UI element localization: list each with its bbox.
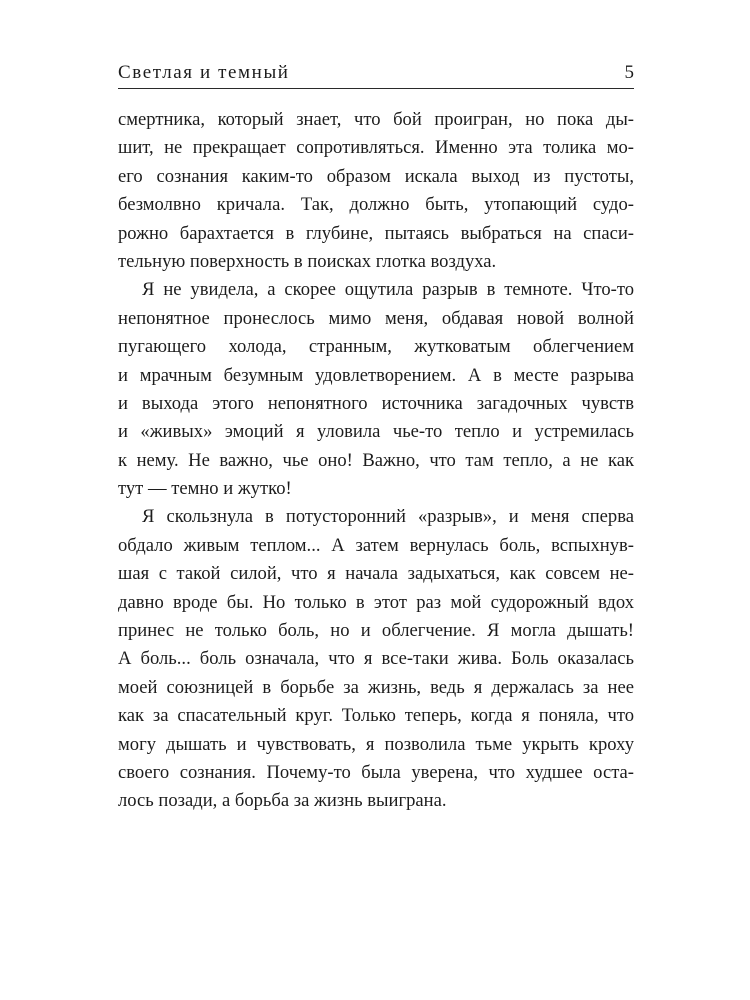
running-title: Светлая и темный [118,62,290,83]
text-line: рожно барахтается в глубине, пытаясь выбраться на спаси- [118,222,634,244]
paragraph-3 [118,503,634,815]
text-line: тут — темно и жутко! [118,478,292,500]
text-line: как за спасательный круг. Только теперь, когда я поняла, что [118,705,634,727]
text-line: моей союзницей в борьбе за жизнь, ведь я держалась за нее [118,676,634,698]
text-line: Я скользнула в потусторонний «разрыв», и меня сперва [142,506,634,528]
text-line: могу дышать и чувствовать, я позволила тьме укрыть кроху [118,733,634,755]
text-line: А боль... боль означала, что я все-таки жива. Боль оказалась [118,648,634,670]
body-text [118,106,634,816]
text-line: обдало живым теплом... А затем вернулась боль, вспыхнув- [118,534,634,556]
text-line: шит, не прекращает сопротивляться. Именно эта толика мо- [118,137,634,159]
text-line: непонятное пронеслось мимо меня, обдавая новой волной [118,307,634,329]
text-line: своего сознания. Почему-то была уверена, что худшее оста- [118,761,634,783]
text-line: его сознания каким-то образом искала выход из пустоты, [118,165,634,187]
text-line: Я не увидела, а скорее ощутила разрыв в темноте. Что-то [142,279,634,301]
text-line: шая с такой силой, что я начала задыхаться, как совсем не- [118,563,634,585]
text-line: давно вроде бы. Но только в этот раз мой судорожный вдох [118,591,634,613]
text-line: безмолвно кричала. Так, должно быть, утопающий судо- [118,194,634,216]
text-line: к нему. Не важно, чье оно! Важно, что там тепло, а не как [118,449,634,471]
text-line: и мрачным безумным удовлетворением. А в месте разрыва [118,364,634,386]
paragraph-2 [118,276,634,503]
text-line: и выхода этого непонятного источника загадочных чувств [118,392,634,414]
text-line: принес не только боль, но и облегчение. Я могла дышать! [118,620,634,642]
paragraph-1 [118,106,634,276]
header-rule [118,88,634,89]
text-line: пугающего холода, странным, жутковатым облегчением [118,336,634,358]
text-line: тельную поверхность в поисках глотка воздуха. [118,250,497,272]
text-line: смертника, который знает, что бой проигран, но пока ды- [118,109,634,130]
running-head [118,62,634,84]
text-line: и «живых» эмоций я уловила чье-то тепло и устремилась [118,421,634,443]
text-line: лось позади, а борьба за жизнь выиграна. [118,790,447,812]
page-number: 5 [624,62,634,83]
